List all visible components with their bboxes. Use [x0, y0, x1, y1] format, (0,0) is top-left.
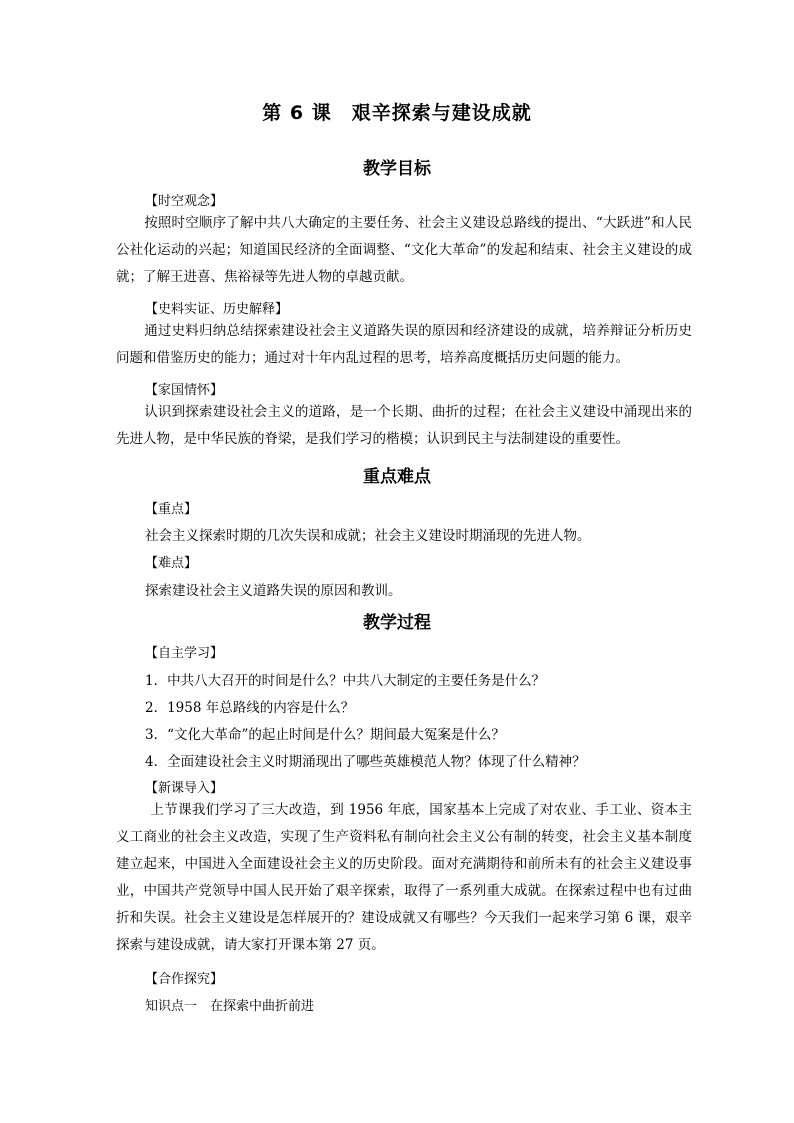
question-4: 4．全面建设社会主义时期涌现出了哪些英雄模范人物？体现了什么精神？ — [145, 754, 586, 770]
tag-difficulty: 【难点】 — [145, 556, 198, 571]
tag-self-study: 【自主学习】 — [145, 646, 224, 661]
paragraph-patriotism: 认识到探索建设社会主义的道路，是一个长期、曲折的过程；在社会主义建设中涌现出来的先进人物，是中华民族的脊梁，是我们学习的楷模；认识到民主与法制建设的重要性。 — [116, 404, 692, 447]
tag-historical-evidence: 【史料实证、历史解释】 — [145, 302, 289, 317]
paragraph-key: 社会主义探索时期的几次失误和成就；社会主义建设时期涌现的先进人物。 — [145, 528, 591, 544]
question-1: 1．中共八大召开的时间是什么？中共八大制定的主要任务是什么？ — [145, 673, 546, 689]
heading-key-points: 重点难点 — [363, 467, 431, 487]
paragraph-historical-evidence: 通过史料归纳总结探索建设社会主义道路失误的原因和经济建设的成就，培养辩证分析历史问题和借鉴历史的能力；通过对十年内乱过程的思考，培养高度概括历史问题的能力。 — [116, 323, 692, 366]
knowledge-point-1: 知识点一 在探索中曲折前进 — [145, 999, 315, 1014]
lesson-title: 第 6 课 艰辛探索与建设成就 — [262, 102, 532, 124]
heading-teaching-goals: 教学目标 — [363, 159, 431, 179]
tag-time-space: 【时空观念】 — [145, 194, 224, 209]
question-3: 3．“文化大革命”的起止时间是什么？期间最大冤案是什么？ — [145, 727, 505, 743]
tag-introduction: 【新课导入】 — [145, 781, 224, 796]
heading-teaching-process: 教学过程 — [363, 613, 431, 633]
question-2: 2．1958 年总路线的内容是什么？ — [145, 700, 355, 716]
tag-key: 【重点】 — [145, 502, 198, 517]
paragraph-difficulty: 探索建设社会主义道路失误的原因和教训。 — [145, 583, 402, 599]
paragraph-introduction: 上节课我们学习了三大改造，到 1956 年底，国家基本上完成了对农业、手工业、资本主义工商业的社会主义改造，实现了生产资料私有制向社会主义公有制的转变，社会主义基本制度建立起来，中国进入全面建设社会主义的历史阶段。面对充满期待和前所未有的社会主义建设事业，中国共产党领导中国人民开始了艰辛探索，取得了一系列重大成就。在探索过程中也有过曲折和失误。社会主义建设是怎样展开的？建设成就又有哪些？今天我们一起来学习第 6 课，艰辛探索与建设成就，请大家打开课本第 27 页。 — [116, 802, 692, 953]
tag-cooperative-inquiry: 【合作探究】 — [145, 972, 224, 987]
tag-patriotism: 【家国情怀】 — [145, 383, 224, 398]
paragraph-time-space: 按照时空顺序了解中共八大确定的主要任务、社会主义建设总路线的提出、“大跃进”和人民公社化运动的兴起；知道国民经济的全面调整、“文化大革命”的发起和结束、社会主义建设的成就；了解王进喜、焦裕禄等先进人物的卓越贡献。 — [116, 215, 692, 285]
